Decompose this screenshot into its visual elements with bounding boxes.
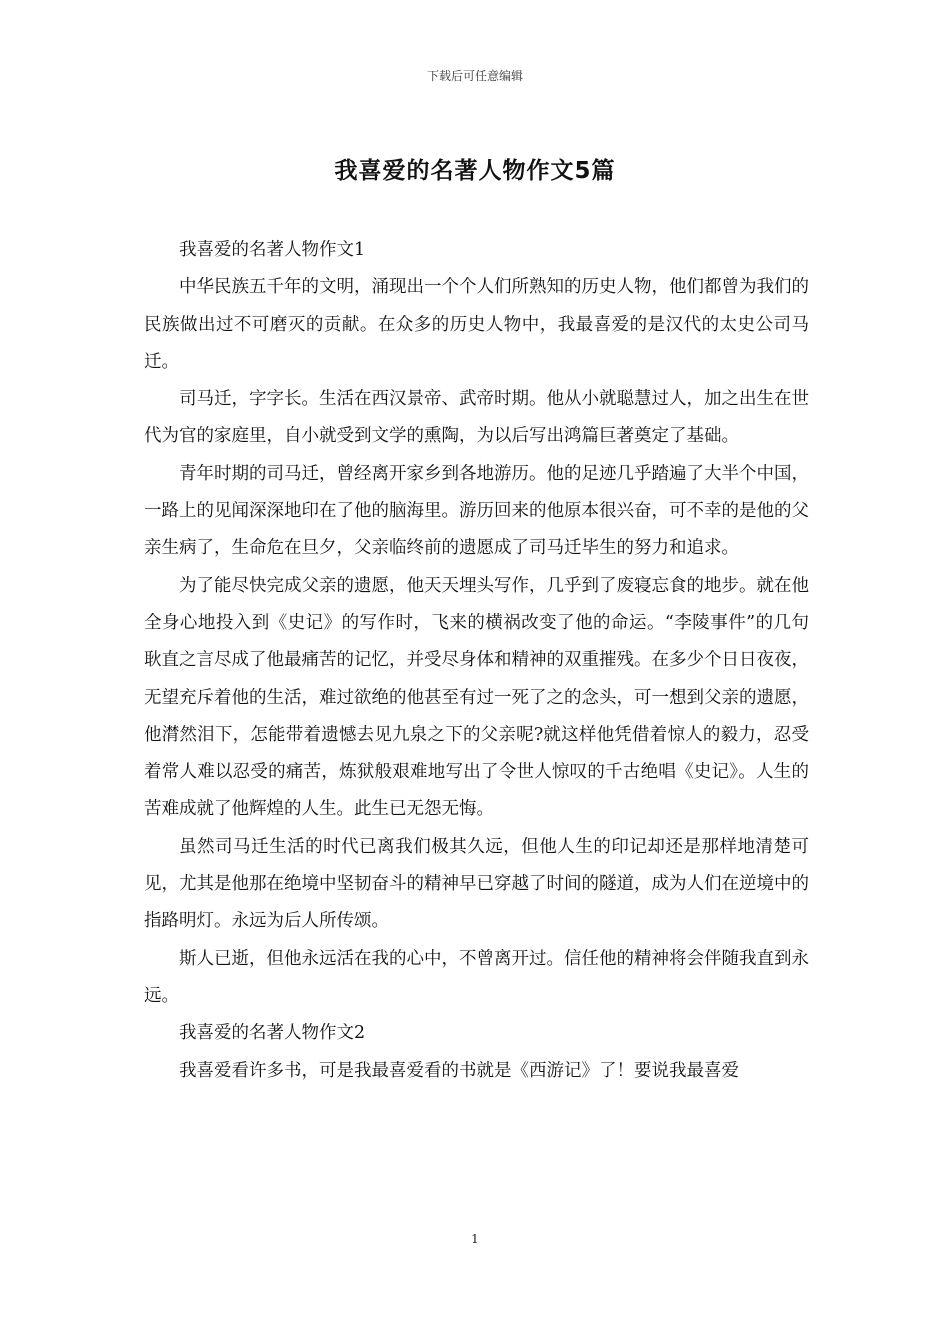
paragraph: 斯人已逝，但他永远活在我的心中，不曾离开过。信任他的精神将会伴随我直到永远。: [144, 948, 809, 1006]
document-title: 我喜爱的名著人物作文5篇: [334, 158, 616, 184]
paragraph: 中华民族五千年的文明，涌现出一个个人们所熟知的历史人物，他们都曾为我们的民族做出过不可磨灭的贡献。在众多的历史人物中，我最喜爱的是汉代的太史公司马迁。: [144, 277, 809, 372]
paragraph: 虽然司马迁生活的时代已离我们极其久远，但他人生的印记却还是那样地清楚可见，尤其是他那在绝境中坚韧奋斗的精神早已穿越了时间的隧道，成为人们在逆境中的指路明灯。永远为后人所传颂。: [144, 836, 809, 932]
section-heading-1: 我喜爱的名著人物作文1: [179, 240, 366, 260]
header-note: 下载后可任意编辑: [426, 69, 523, 83]
document-body: [144, 232, 809, 1090]
paragraph: 青年时期的司马迁，曾经离开家乡到各地游历。他的足迹几乎踏遍了大半个中国，一路上的见闻深深地印在了他的脑海里。游历回来的他原本很兴奋，可不幸的是他的父亲生病了，生命危在旦夕，父亲临终前的遗愿成了司马迁毕生的努力和追求。: [144, 463, 809, 559]
page-number: 1: [471, 1232, 479, 1246]
paragraph: 司马迁，字字长。生活在西汉景帝、武帝时期。他从小就聪慧过人，加之出生在世代为官的家庭里，自小就受到文学的熏陶，为以后写出鸿篇巨著奠定了基础。: [144, 389, 809, 447]
section-heading-2: 我喜爱的名著人物作文2: [179, 1023, 366, 1044]
paragraph: 我喜爱看许多书，可是我最喜爱看的书就是《西游记》了！要说我最喜爱: [179, 1060, 739, 1081]
paragraph: 为了能尽快完成父亲的遗愿，他天天埋头写作，几乎到了废寝忘食的地步。就在他全身心地投入到《史记》的写作时，飞来的横祸改变了他的命运。“李陵事件”的几句耿直之言尽成了他最痛苦的记忆，并受尽身体和精神的双重摧残。在多少个日日夜夜，无望充斥着他的生活，难过欲绝的他甚至有过一死了之的念头，可一想到父亲的遗愿，他潸然泪下，怎能带着遗憾去见九泉之下的父亲呢?就这样他凭借着惊人的毅力，忍受着常人难以忍受的痛苦，炼狱般艰难地写出了令世人惊叹的千古绝唱《史记》。人生的苦难成就了他辉煌的人生。此生已无怨无悔。: [144, 575, 809, 820]
